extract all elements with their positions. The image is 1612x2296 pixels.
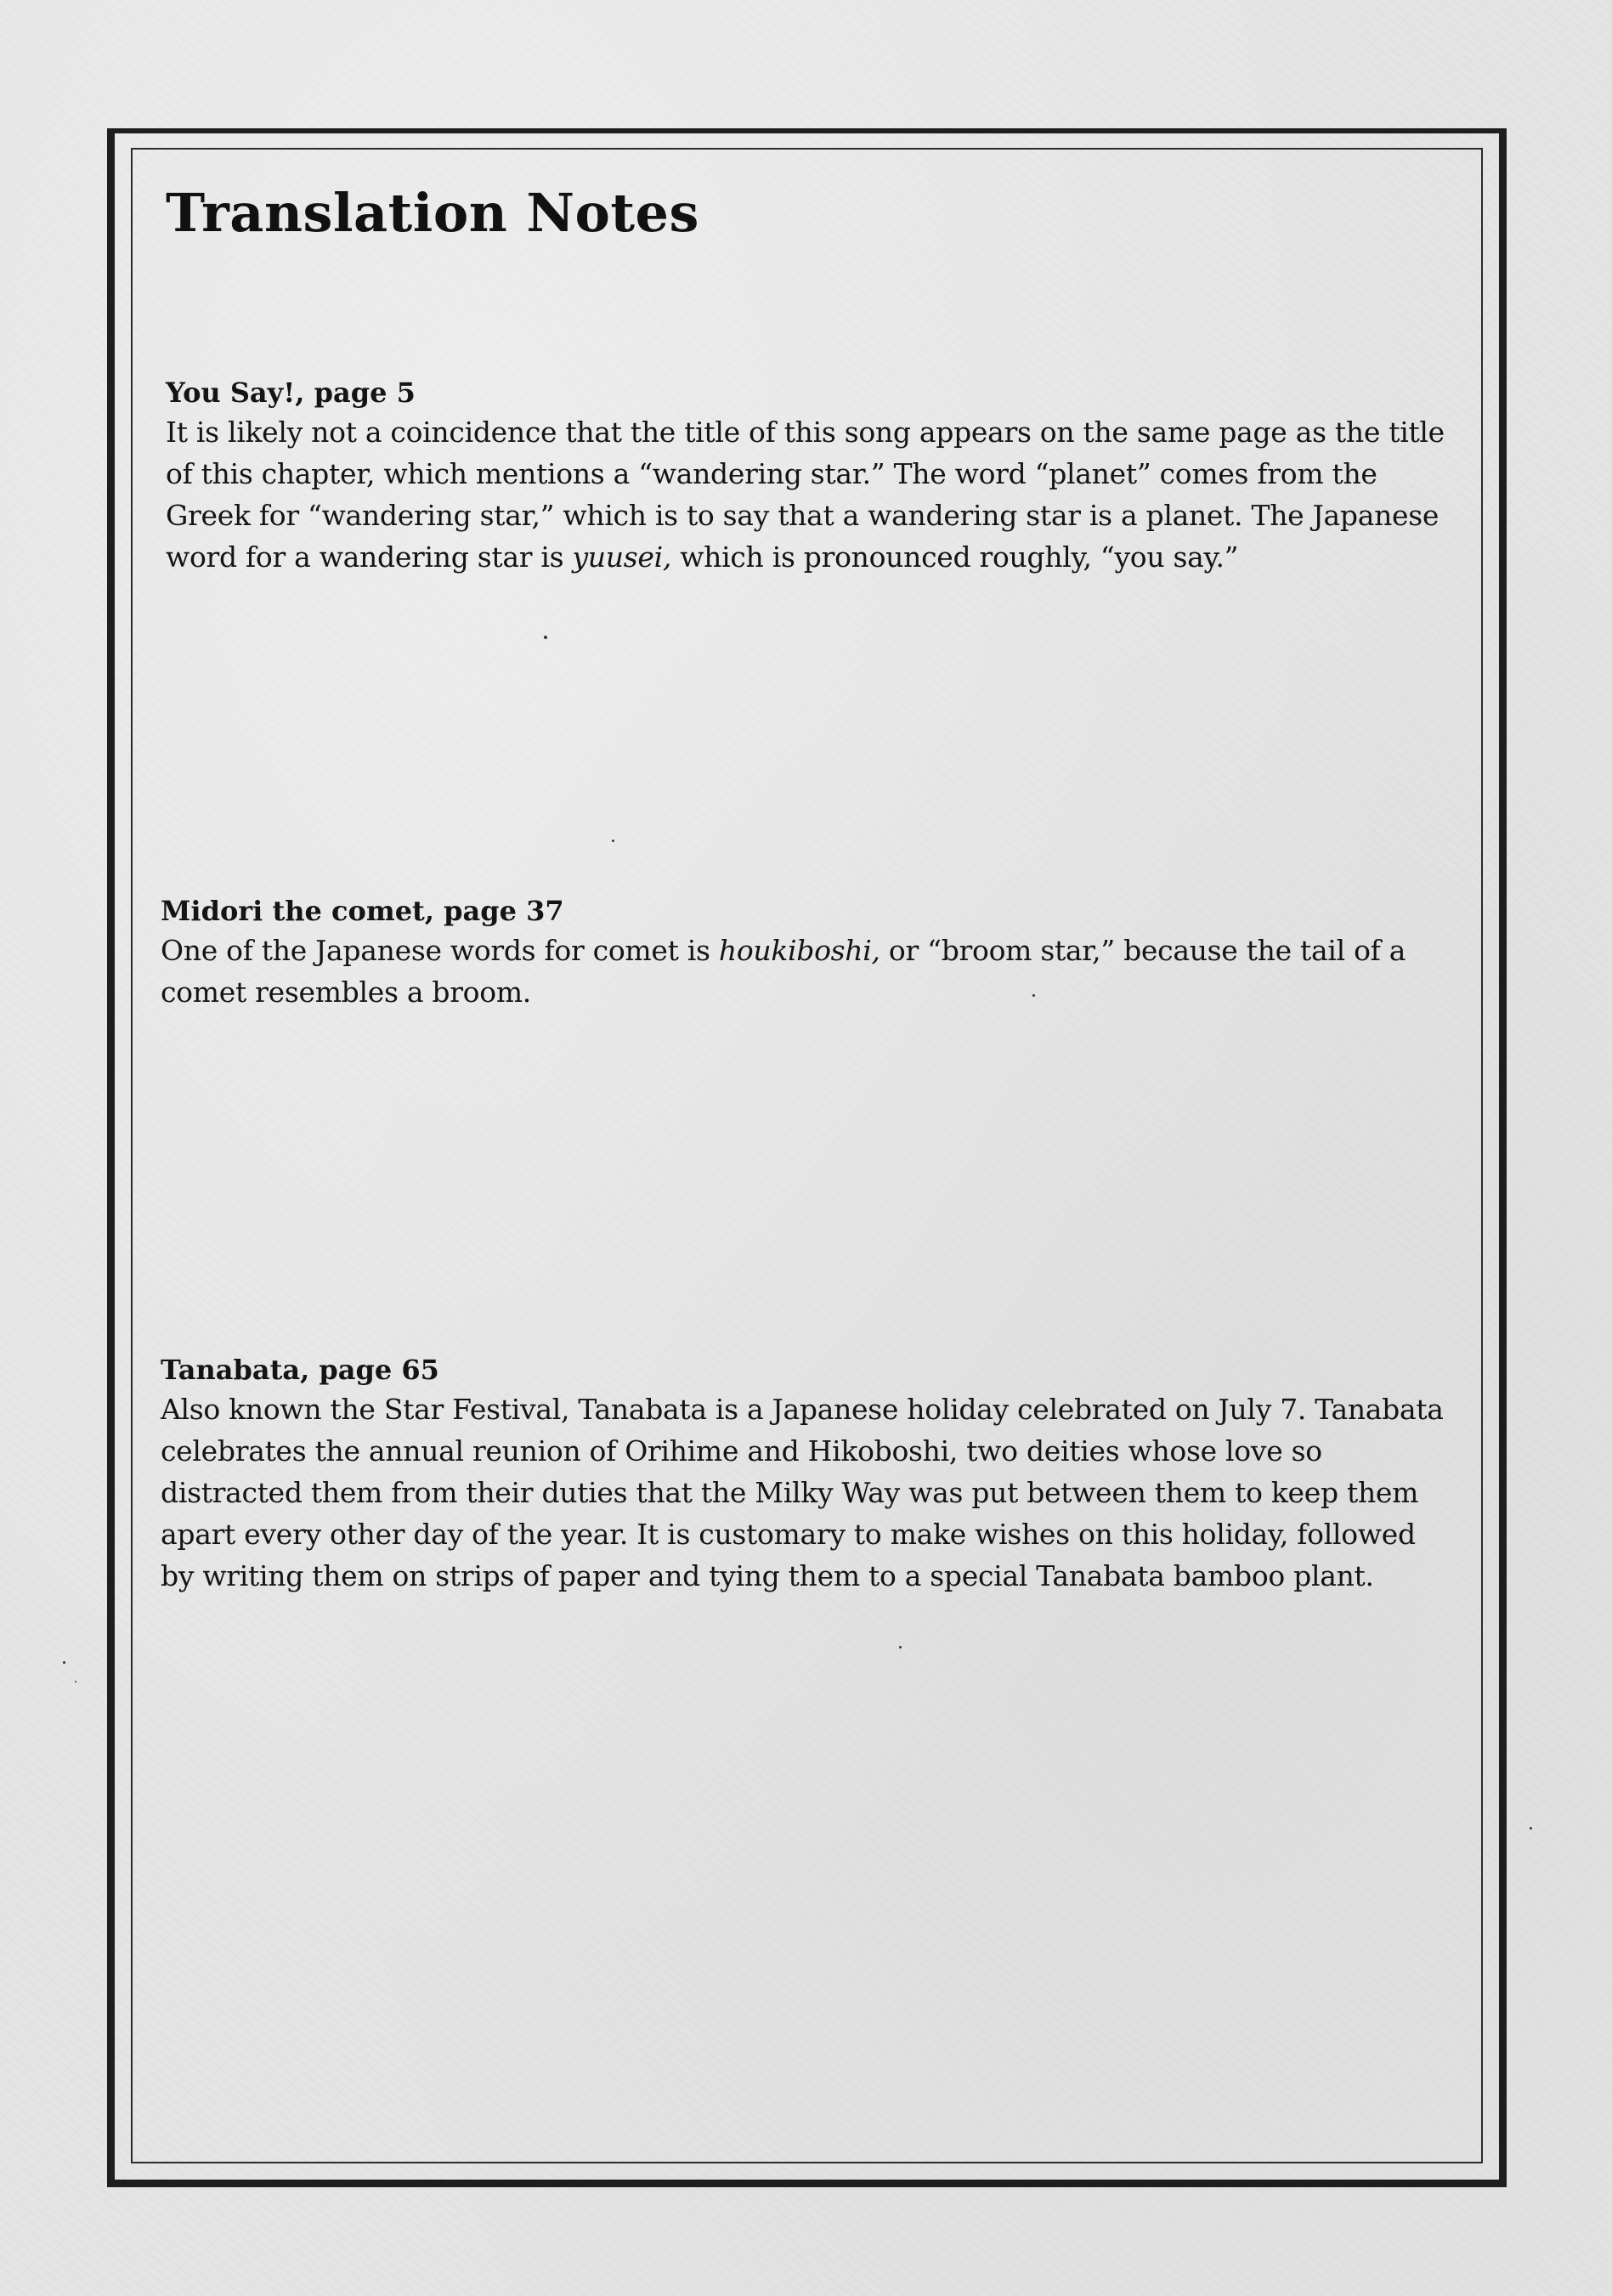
note-body	[161, 930, 1452, 1013]
dust-speck	[544, 636, 547, 639]
note-midori-the-comet	[161, 892, 1452, 1013]
dust-speck	[75, 1681, 76, 1682]
dust-speck	[1530, 1827, 1532, 1829]
note-you-say	[166, 374, 1457, 578]
note-body-text: or “broom star,” because the tail of a comet resembles a broom.	[161, 934, 1406, 1009]
note-body-term: houkiboshi,	[718, 934, 880, 967]
note-body-text: One of the Japanese words for comet is	[161, 934, 719, 967]
page-title: Translation Notes	[166, 182, 699, 244]
note-body	[166, 411, 1457, 578]
dust-speck	[63, 1661, 65, 1664]
document-content	[161, 182, 1457, 1592]
dust-speck	[899, 1646, 902, 1648]
note-heading: Tanabata, page 65	[161, 1354, 439, 1386]
note-heading: Midori the comet, page 37	[161, 895, 564, 927]
note-body-term: yuusei,	[572, 540, 672, 574]
dust-speck	[612, 840, 614, 842]
note-body	[161, 1388, 1452, 1597]
note-body-text: It is likely not a coincidence that the title of this song appears on the same page as the title of this chapter, which mentions a “wandering star.” The word “planet” comes from the Greek for “wandering star,” which is to say that a wandering star is a planet. The Japanese word for a wandering star is	[166, 416, 1445, 574]
note-body-text: which is pronounced roughly, “you say.”	[671, 540, 1239, 574]
dust-speck	[1032, 994, 1035, 997]
note-body-text: Also known the Star Festival, Tanabata is a Japanese holiday celebrated on July 7. Tanabata celebrates the annual reunion of Orihime and Hikoboshi, two deities whose love so distracted them from their duties that the Milky Way was put between them to keep them apart every other day of the year. It is customary to make wishes on this holiday, followed by writing them on strips of paper and tying them to a special Tanabata bamboo plant.	[161, 1393, 1444, 1592]
note-tanabata	[161, 1351, 1452, 1597]
note-heading: You Say!, page 5	[166, 376, 416, 409]
